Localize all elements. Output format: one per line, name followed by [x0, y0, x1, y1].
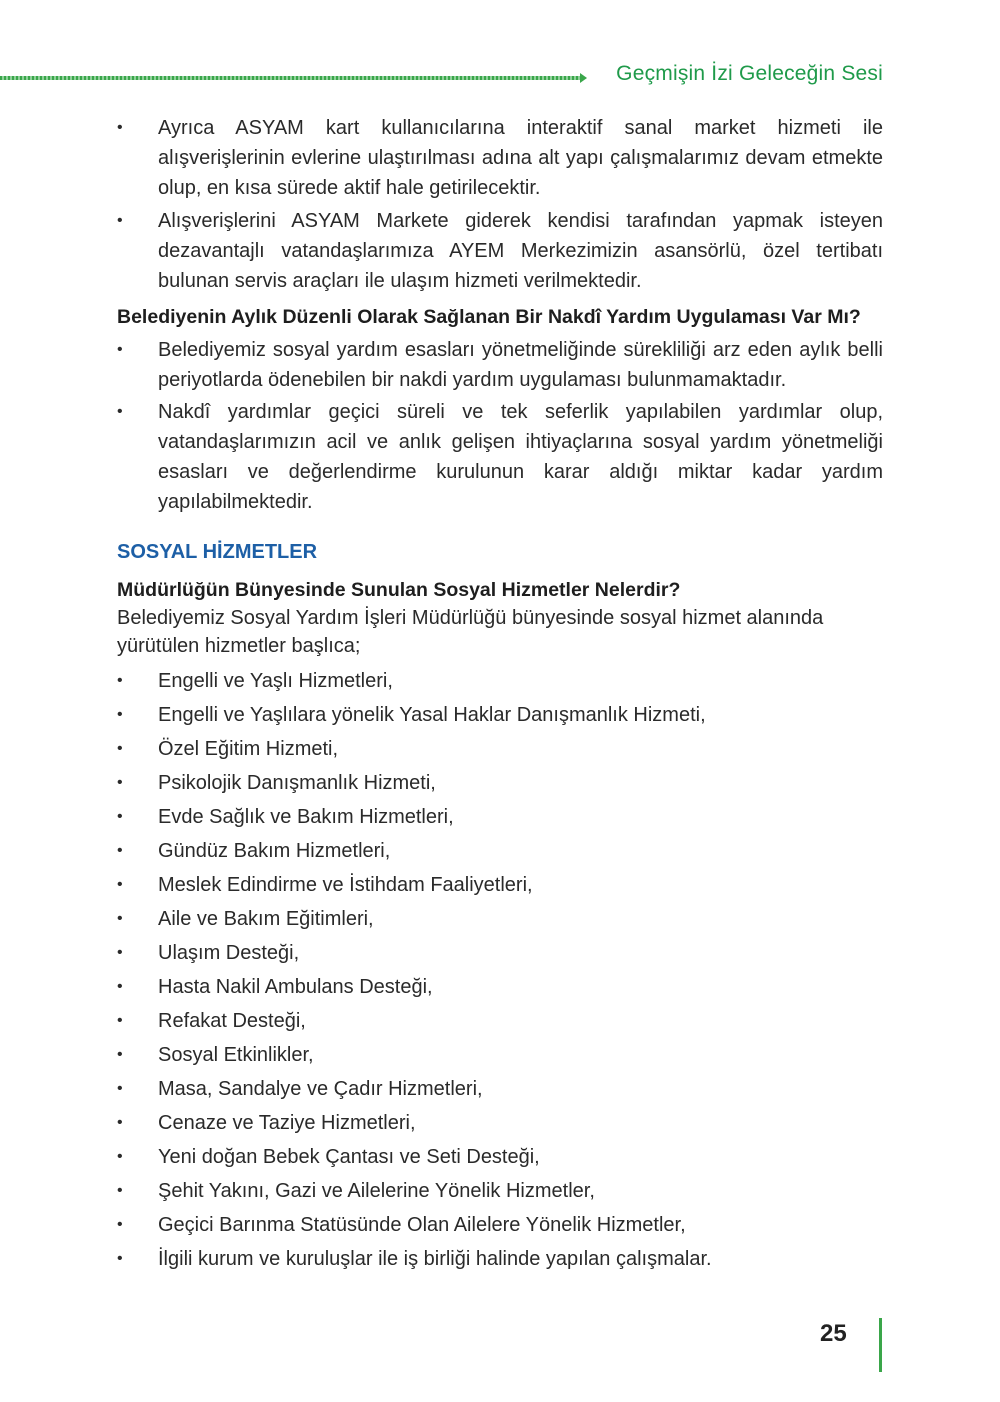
list-item: • Meslek Edindirme ve İstihdam Faaliyetleri,	[117, 870, 883, 900]
list-item: • Ayrıca ASYAM kart kullanıcılarına interaktif sanal market hizmeti ile alışverişlerinin evlerine ulaştırılması adına alt yapı çalışmalarımız devam etmekte olup, en kısa sürede aktif hale getirilecektir.	[117, 113, 883, 203]
page-number: 25	[820, 1320, 847, 1347]
asyam-bullet-list	[117, 113, 883, 296]
question-heading-services: Müdürlüğün Bünyesinde Sunulan Sosyal Hizmetler Nelerdir?	[117, 579, 681, 601]
list-item: • Alışverişlerini ASYAM Markete giderek kendisi tarafından yapmak isteyen dezavantajlı vatandaşlarımıza AYEM Merkezimizin asansörlü, özel tertibatı bulunan servis araçları ile ulaşım hizmeti verilmektedir.	[117, 206, 883, 296]
page-content	[117, 113, 883, 1278]
list-item: • Hasta Nakil Ambulans Desteği,	[117, 972, 883, 1002]
list-item: • Nakdî yardımlar geçici süreli ve tek seferlik yapılabilen yardımlar olup, vatandaşlarımızın acil ve anlık gelişen ihtiyaçlarına sosyal yardım yönetmeliği esasları ve değerlendirme kurulunun karar aldığı miktar kadar yardım yapılabilmektedir.	[117, 397, 883, 517]
list-item: • Aile ve Bakım Eğitimleri,	[117, 904, 883, 934]
list-item: • Ulaşım Desteği,	[117, 938, 883, 968]
list-item: • İlgili kurum ve kuruluşlar ile iş birliği halinde yapılan çalışmalar.	[117, 1244, 883, 1274]
question-heading-cash-aid: Belediyenin Aylık Düzenli Olarak Sağlanan Bir Nakdî Yardım Uygulaması Var Mı?	[117, 306, 861, 328]
page-header-title: Geçmişin İzi Geleceğin Sesi	[616, 62, 883, 85]
list-item: • Refakat Desteği,	[117, 1006, 883, 1036]
page-number-divider	[879, 1318, 882, 1372]
list-item: • Cenaze ve Taziye Hizmetleri,	[117, 1108, 883, 1138]
list-item: • Engelli ve Yaşlı Hizmetleri,	[117, 666, 883, 696]
list-item: • Gündüz Bakım Hizmetleri,	[117, 836, 883, 866]
list-item: • Engelli ve Yaşlılara yönelik Yasal Haklar Danışmanlık Hizmeti,	[117, 700, 883, 730]
list-item: • Evde Sağlık ve Bakım Hizmetleri,	[117, 802, 883, 832]
list-item: • Sosyal Etkinlikler,	[117, 1040, 883, 1070]
list-item: • Psikolojik Danışmanlık Hizmeti,	[117, 768, 883, 798]
list-item: • Belediyemiz sosyal yardım esasları yönetmeliğinde sürekliliği arz eden aylık belli periyotlarda ödenebilen bir nakdi yardım uygulaması bulunmamaktadır.	[117, 335, 883, 395]
services-bullet-list	[117, 666, 883, 1274]
list-item: • Geçici Barınma Statüsünde Olan Ailelere Yönelik Hizmetler,	[117, 1210, 883, 1240]
list-item: • Şehit Yakını, Gazi ve Ailelerine Yönelik Hizmetler,	[117, 1176, 883, 1206]
services-intro-paragraph: Belediyemiz Sosyal Yardım İşleri Müdürlüğü bünyesinde sosyal hizmet alanında yürütülen hizmetler başlıca;	[117, 607, 824, 657]
section-heading-social-services: SOSYAL HİZMETLER	[117, 541, 318, 563]
list-item: • Masa, Sandalye ve Çadır Hizmetleri,	[117, 1074, 883, 1104]
list-item: • Özel Eğitim Hizmeti,	[117, 734, 883, 764]
header-decorative-rule	[0, 76, 582, 80]
list-item: • Yeni doğan Bebek Çantası ve Seti Desteği,	[117, 1142, 883, 1172]
cash-aid-bullet-list	[117, 335, 883, 517]
header-arrow-icon	[580, 73, 587, 83]
